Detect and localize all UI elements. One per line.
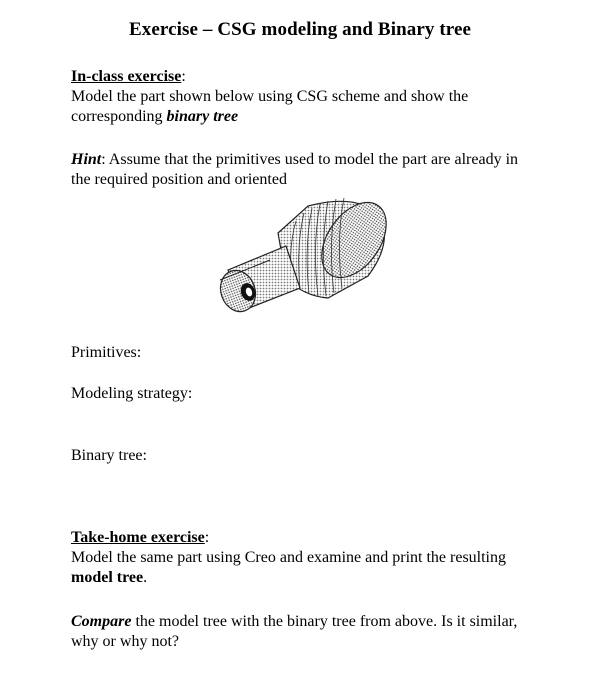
compare-text: the model tree with the binary tree from above. Is it similar, why or why not?: [71, 613, 518, 650]
take-home-heading-colon: :: [204, 529, 210, 546]
binary-tree-prompt: Binary tree:: [71, 447, 147, 464]
take-home-heading: Take-home exercise: [71, 529, 205, 546]
in-class-emphasis: binary tree: [166, 108, 239, 125]
in-class-heading-colon: :: [181, 68, 186, 85]
page-title: Exercise – CSG modeling and Binary tree: [128, 19, 472, 40]
take-home-section: [71, 528, 541, 588]
hint-section: [71, 150, 541, 190]
take-home-text: Model the same part using Creo and examine and print the resulting: [71, 549, 506, 566]
in-class-text: Model the part shown below using CSG scheme and show the corresponding: [71, 88, 469, 125]
take-home-emphasis: model tree: [71, 569, 144, 586]
compare-emphasis: Compare: [71, 613, 132, 630]
primitives-prompt: Primitives:: [71, 344, 142, 361]
hint-label: Hint: [71, 151, 102, 168]
take-home-period: .: [143, 569, 148, 586]
in-class-section: [71, 67, 541, 127]
hint-text: : Assume that the primitives used to model the part are already in the required position and oriented: [71, 151, 519, 188]
in-class-heading: In-class exercise: [71, 68, 182, 85]
compare-section: [71, 612, 541, 652]
modeling-strategy-prompt: Modeling strategy:: [71, 385, 193, 402]
knob-part-drawing-icon: [208, 188, 393, 328]
